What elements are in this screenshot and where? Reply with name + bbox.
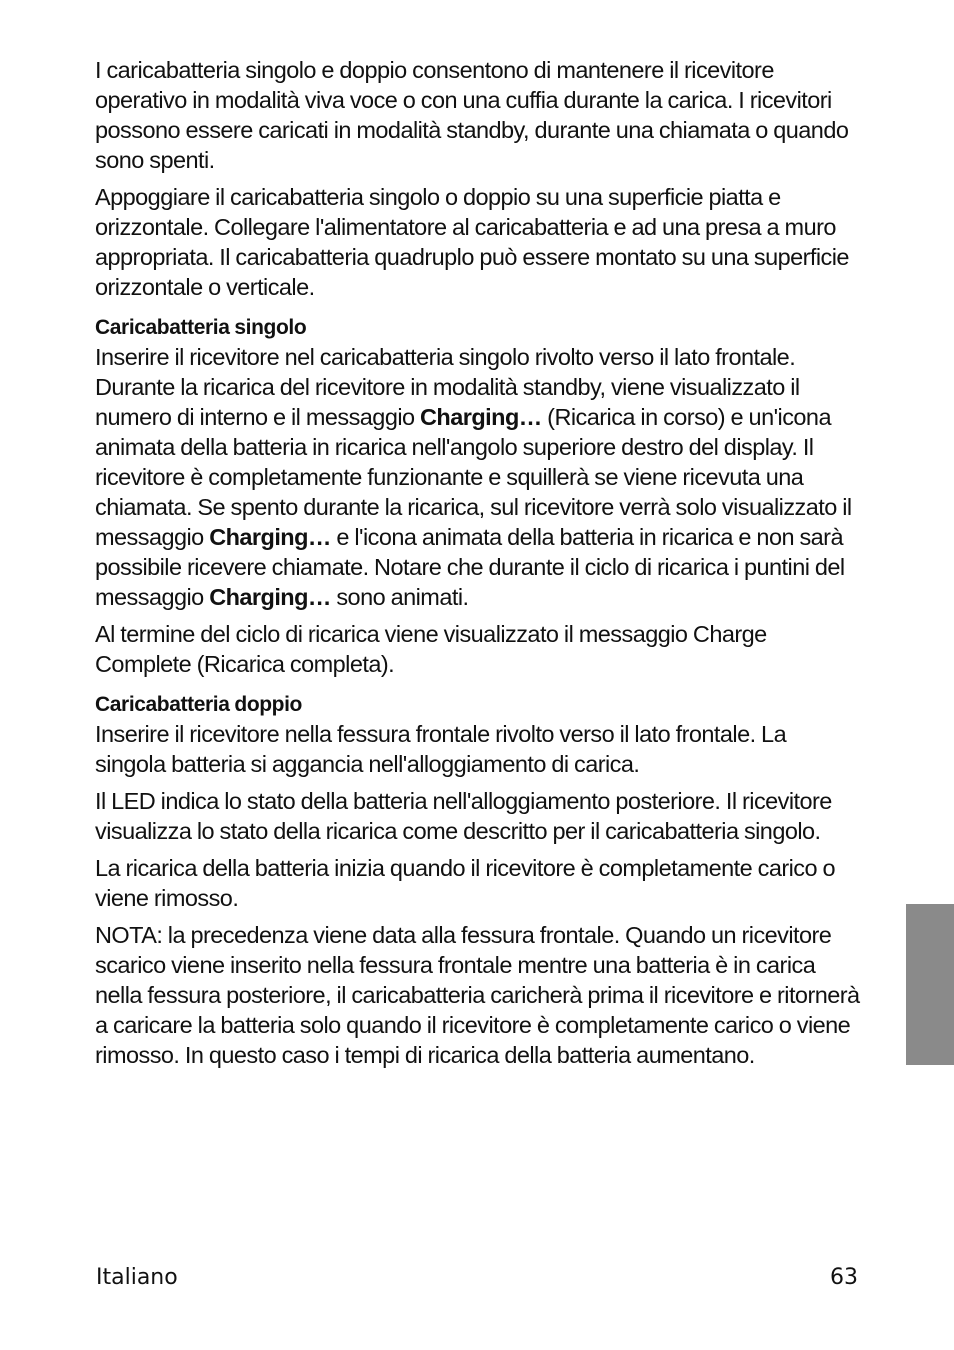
intro-paragraph-2: Appoggiare il caricabatteria singolo o doppio su una superficie piatta e orizzontale. Collegare l'alimentatore al caricabatteria e ad una presa a muro appropriata. Il caricabatteria quadruplo può essere montato su una superficie orizzontale o verticale. bbox=[95, 184, 849, 300]
single-charger-paragraph-2: Al termine del ciclo di ricarica viene visualizzato il messaggio Charge Complete (Ricarica completa). bbox=[95, 621, 767, 677]
double-charger-paragraph-3: La ricarica della batteria inizia quando il ricevitore è completamente carico o viene rimosso. bbox=[95, 855, 836, 911]
note-paragraph: NOTA: la precedenza viene data alla fessura frontale. Quando un ricevitore scarico viene inserito nella fessura frontale mentre una batteria è in carica nella fessura posteriore, il caricabatteria caricherà prima il ricevitore e ritornerà a caricare la batteria solo quando il ricevitore è completamente carico o viene rimosso. In questo caso i tempi di ricarica della batteria aumentano. bbox=[95, 922, 860, 1068]
footer-language: Italiano bbox=[96, 1265, 178, 1290]
section-thumb-tab bbox=[906, 904, 954, 1065]
charging-message: Charging… bbox=[209, 584, 331, 610]
charging-message: Charging… bbox=[420, 404, 542, 430]
double-charger-paragraph-1: Inserire il ricevitore nella fessura frontale rivolto verso il lato frontale. La singola batteria si aggancia nell'alloggiamento di carica. bbox=[95, 721, 787, 777]
page-footer bbox=[96, 1265, 858, 1297]
intro-paragraph-1: I caricabatteria singolo e doppio consentono di mantenere il ricevitore operativo in modalità viva voce o con una cuffia durante la carica. I ricevitori possono essere caricati in modalità standby, durante una chiamata o quando sono spenti. bbox=[95, 57, 849, 173]
page-body bbox=[95, 55, 860, 1077]
single-charger-paragraph-1: Inserire il ricevitore nel caricabatteria singolo rivolto verso il lato frontale. Durante la ricarica del ricevitore in modalità standby, viene visualizzato il numero di interno e il messaggio Charging… (Ricarica in corso) e un'icona animata della batteria in ricarica nell'angolo superiore destro del display. Il ricevitore è completamente funzionante e squillerà se viene ricevuta una chiamata. Se spento durante la ricarica, sul ricevitore verrà solo visualizzato il messaggio Charging… e l'icona animata della batteria in ricarica e non sarà possibile ricevere chiamate. Notare che durante il ciclo di ricarica i puntini del messaggio Charging… sono animati. bbox=[95, 344, 852, 610]
charging-message: Charging… bbox=[209, 524, 331, 550]
section-heading-single-charger: Caricabatteria singolo bbox=[95, 316, 307, 339]
page-number: 63 bbox=[830, 1265, 858, 1290]
double-charger-paragraph-2: Il LED indica lo stato della batteria nell'alloggiamento posteriore. Il ricevitore visualizza lo stato della ricarica come descritto per il caricabatteria singolo. bbox=[95, 788, 832, 844]
section-heading-double-charger: Caricabatteria doppio bbox=[95, 693, 302, 716]
